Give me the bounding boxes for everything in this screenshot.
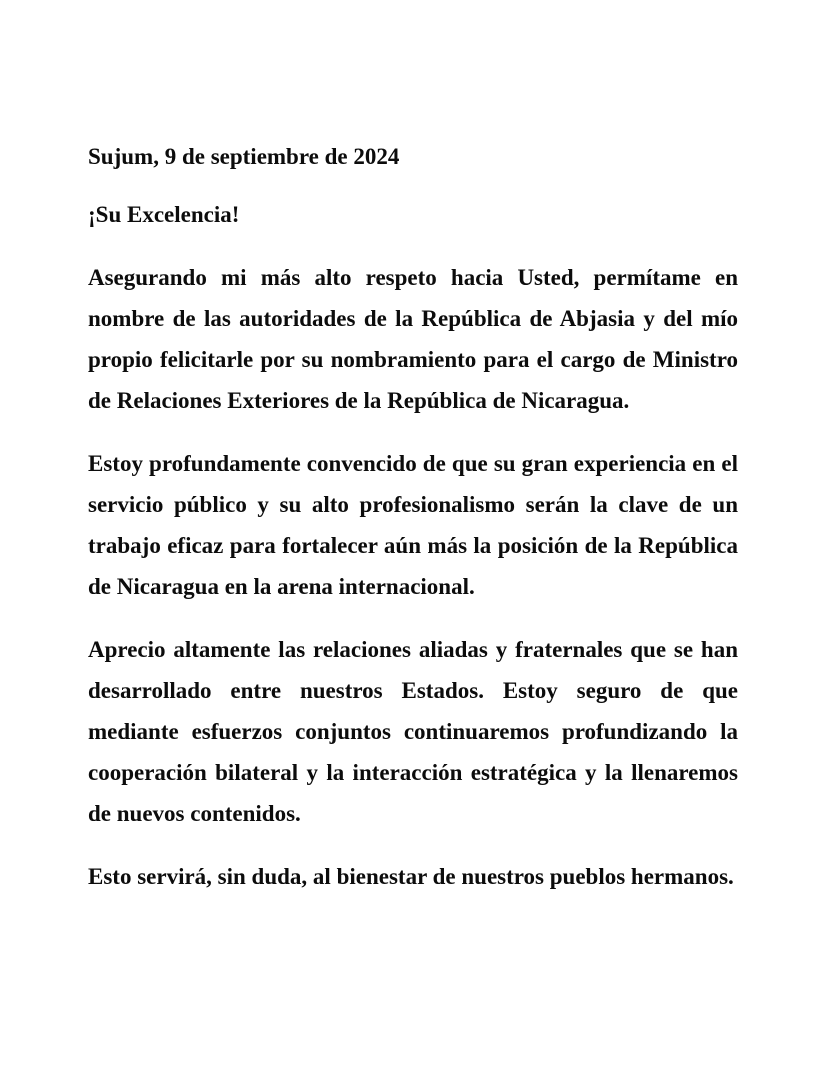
letter-paragraph-1: Asegurando mi más alto respeto hacia Usted, permítame en nombre de las autoridades de la República de Abjasia y del mío propio felicitarle por su nombramiento para el cargo de Ministro de Relaciones Exteriores de la República de Nicaragua. [88,265,738,413]
letter-salutation: ¡Su Excelencia! [88,202,240,227]
letter-paragraph-2: Estoy profundamente convencido de que su gran experiencia en el servicio público y su alto profesionalismo serán la clave de un trabajo eficaz para fortalecer aún más la posición de la República de Nicaragua en la arena internacional. [88,451,738,599]
letter-paragraph-4: Esto servirá, sin duda, al bienestar de nuestros pueblos hermanos. [88,864,734,889]
letter-paragraph-3: Aprecio altamente las relaciones aliadas y fraternales que se han desarrollado entre nuestros Estados. Estoy seguro de que mediante esfuerzos conjuntos continuaremos profundizando la cooperación bilateral y la interacción estratégica y la llenaremos de nuevos contenidos. [88,637,738,826]
letter-body [88,136,738,897]
letter-dateline: Sujum, 9 de septiembre de 2024 [88,144,400,169]
